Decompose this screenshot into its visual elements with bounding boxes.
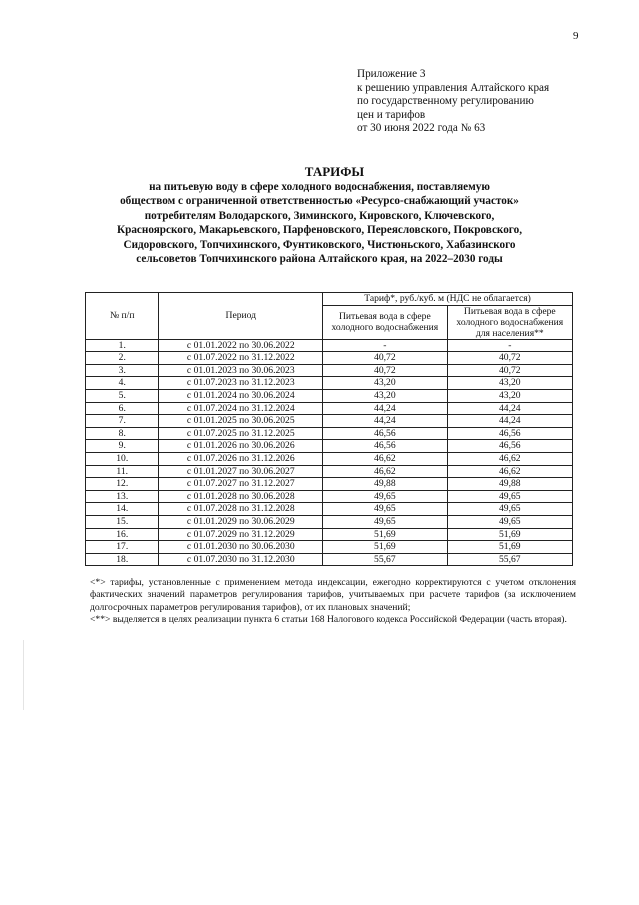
cell-tariff-water: 46,62 bbox=[323, 452, 447, 465]
table-row bbox=[86, 528, 573, 541]
cell-period: с 01.01.2025 по 30.06.2025 bbox=[159, 415, 323, 428]
cell-tariff-population: 49,65 bbox=[447, 515, 572, 528]
cell-tariff-water: 49,65 bbox=[323, 503, 447, 516]
table-row bbox=[86, 427, 573, 440]
table-row bbox=[86, 389, 573, 402]
cell-tariff-water: 40,72 bbox=[323, 352, 447, 365]
cell-number: 10. bbox=[86, 452, 159, 465]
cell-period: с 01.07.2026 по 31.12.2026 bbox=[159, 452, 323, 465]
cell-period: с 01.07.2030 по 31.12.2030 bbox=[159, 553, 323, 566]
cell-number: 17. bbox=[86, 541, 159, 554]
cell-tariff-water: 51,69 bbox=[323, 541, 447, 554]
cell-period: с 01.01.2024 по 30.06.2024 bbox=[159, 389, 323, 402]
table-row bbox=[86, 377, 573, 390]
header-tariff-group: Тариф*, руб./куб. м (НДС не облагается) bbox=[323, 293, 573, 306]
cell-number: 18. bbox=[86, 553, 159, 566]
cell-tariff-population: - bbox=[447, 339, 572, 352]
cell-number: 7. bbox=[86, 415, 159, 428]
cell-tariff-population: 51,69 bbox=[447, 528, 572, 541]
cell-tariff-population: 43,20 bbox=[447, 377, 572, 390]
cell-period: с 01.01.2028 по 30.06.2028 bbox=[159, 490, 323, 503]
cell-number: 12. bbox=[86, 478, 159, 491]
cell-tariff-population: 49,88 bbox=[447, 478, 572, 491]
cell-period: с 01.01.2030 по 30.06.2030 bbox=[159, 541, 323, 554]
cell-number: 16. bbox=[86, 528, 159, 541]
appendix-line: по государственному регулированию bbox=[357, 95, 534, 108]
appendix-line: цен и тарифов bbox=[357, 108, 426, 121]
cell-tariff-population: 49,65 bbox=[447, 490, 572, 503]
cell-number: 13. bbox=[86, 490, 159, 503]
table-row bbox=[86, 364, 573, 377]
cell-tariff-water: 51,69 bbox=[323, 528, 447, 541]
cell-tariff-water: 49,65 bbox=[323, 490, 447, 503]
margin-line bbox=[23, 640, 24, 710]
header-number: № п/п bbox=[86, 293, 159, 340]
cell-period: с 01.07.2028 по 31.12.2028 bbox=[159, 503, 323, 516]
cell-tariff-water: 55,67 bbox=[323, 553, 447, 566]
table-row bbox=[86, 515, 573, 528]
cell-number: 8. bbox=[86, 427, 159, 440]
subtitle-line: Сидоровского, Топчихинского, Фунтиковского, Чистюньского, Хабазинского bbox=[123, 238, 516, 251]
cell-number: 4. bbox=[86, 377, 159, 390]
cell-tariff-water: 44,24 bbox=[323, 402, 447, 415]
footnote-1: <*> тарифы, установленные с применением метода индексации, ежегодно корректируются с учетом отклонения фактических значений параметров регулирования тарифов, учитываемых при расчете тарифов (за исключением долгосрочных параметров регулирования тарифов), от их плановых значений; bbox=[90, 577, 576, 613]
cell-tariff-population: 46,62 bbox=[447, 452, 572, 465]
subtitle-line: обществом с ограниченной ответственностью «Ресурсо-снабжающий участок» bbox=[120, 195, 519, 208]
cell-number: 9. bbox=[86, 440, 159, 453]
page-number: 9 bbox=[573, 30, 579, 42]
cell-tariff-water: - bbox=[323, 339, 447, 352]
cell-number: 6. bbox=[86, 402, 159, 415]
cell-period: с 01.01.2029 по 30.06.2029 bbox=[159, 515, 323, 528]
document-title: ТАРИФЫ bbox=[304, 164, 365, 179]
cell-tariff-water: 46,56 bbox=[323, 440, 447, 453]
appendix-line: к решению управления Алтайского края bbox=[357, 81, 550, 94]
table-row bbox=[86, 339, 573, 352]
table-row bbox=[86, 553, 573, 566]
cell-tariff-population: 55,67 bbox=[447, 553, 572, 566]
subtitle-line: на питьевую воду в сфере холодного водоснабжения, поставляемую bbox=[149, 181, 490, 193]
cell-tariff-population: 40,72 bbox=[447, 364, 572, 377]
cell-tariff-water: 49,88 bbox=[323, 478, 447, 491]
cell-tariff-population: 40,72 bbox=[447, 352, 572, 365]
cell-tariff-population: 49,65 bbox=[447, 503, 572, 516]
cell-period: с 01.07.2027 по 31.12.2027 bbox=[159, 478, 323, 491]
cell-tariff-water: 43,20 bbox=[323, 389, 447, 402]
header-period: Период bbox=[159, 293, 323, 340]
cell-tariff-water: 44,24 bbox=[323, 415, 447, 428]
cell-tariff-population: 44,24 bbox=[447, 415, 572, 428]
subtitle-line: сельсоветов Топчихинского района Алтайского края, на 2022–2030 годы bbox=[136, 253, 503, 266]
footnotes bbox=[90, 577, 576, 627]
cell-period: с 01.07.2025 по 31.12.2025 bbox=[159, 427, 323, 440]
cell-tariff-population: 46,56 bbox=[447, 440, 572, 453]
cell-period: с 01.01.2022 по 30.06.2022 bbox=[159, 339, 323, 352]
table-row bbox=[86, 440, 573, 453]
cell-period: с 01.01.2026 по 30.06.2026 bbox=[159, 440, 323, 453]
cell-tariff-water: 43,20 bbox=[323, 377, 447, 390]
cell-period: с 01.07.2022 по 31.12.2022 bbox=[159, 352, 323, 365]
cell-period: с 01.07.2023 по 31.12.2023 bbox=[159, 377, 323, 390]
cell-tariff-water: 49,65 bbox=[323, 515, 447, 528]
cell-number: 5. bbox=[86, 389, 159, 402]
cell-number: 14. bbox=[86, 503, 159, 516]
cell-period: с 01.07.2029 по 31.12.2029 bbox=[159, 528, 323, 541]
cell-tariff-population: 46,62 bbox=[447, 465, 572, 478]
tariffs-table-body bbox=[86, 339, 573, 566]
table-row bbox=[86, 490, 573, 503]
table-row bbox=[86, 452, 573, 465]
cell-tariff-population: 43,20 bbox=[447, 389, 572, 402]
cell-tariff-population: 51,69 bbox=[447, 541, 572, 554]
table-row bbox=[86, 478, 573, 491]
table-row bbox=[86, 402, 573, 415]
table-row bbox=[86, 503, 573, 516]
table-row bbox=[86, 465, 573, 478]
title-block bbox=[0, 164, 639, 266]
cell-tariff-water: 46,62 bbox=[323, 465, 447, 478]
tariffs-table bbox=[85, 292, 573, 566]
cell-number: 15. bbox=[86, 515, 159, 528]
appendix-line: Приложение 3 bbox=[357, 68, 426, 80]
appendix-line: от 30 июня 2022 года № 63 bbox=[357, 122, 486, 135]
header-water: Питьевая вода в сфере холодного водоснабжения bbox=[323, 305, 447, 339]
table-row bbox=[86, 415, 573, 428]
cell-number: 1. bbox=[86, 339, 159, 352]
cell-tariff-water: 40,72 bbox=[323, 364, 447, 377]
cell-period: с 01.07.2024 по 31.12.2024 bbox=[159, 402, 323, 415]
cell-number: 11. bbox=[86, 465, 159, 478]
table-row bbox=[86, 541, 573, 554]
cell-number: 3. bbox=[86, 364, 159, 377]
cell-tariff-population: 46,56 bbox=[447, 427, 572, 440]
appendix-block bbox=[357, 68, 549, 136]
table-row bbox=[86, 352, 573, 365]
cell-period: с 01.01.2023 по 30.06.2023 bbox=[159, 364, 323, 377]
subtitle-line: Красноярского, Макарьевского, Парфеновского, Переясловского, Покровского, bbox=[117, 224, 522, 237]
cell-tariff-water: 46,56 bbox=[323, 427, 447, 440]
subtitle-line: потребителям Володарского, Зиминского, Кировского, Ключевского, bbox=[144, 209, 495, 222]
footnote-2: <**> выделяется в целях реализации пункта 6 статьи 168 Налогового кодекса Российской Федерации (часть вторая). bbox=[90, 614, 567, 626]
cell-period: с 01.01.2027 по 30.06.2027 bbox=[159, 465, 323, 478]
cell-number: 2. bbox=[86, 352, 159, 365]
document-subtitle bbox=[0, 180, 639, 266]
cell-tariff-population: 44,24 bbox=[447, 402, 572, 415]
header-water-population: Питьевая вода в сфере холодного водоснабжения для населения** bbox=[447, 305, 572, 339]
